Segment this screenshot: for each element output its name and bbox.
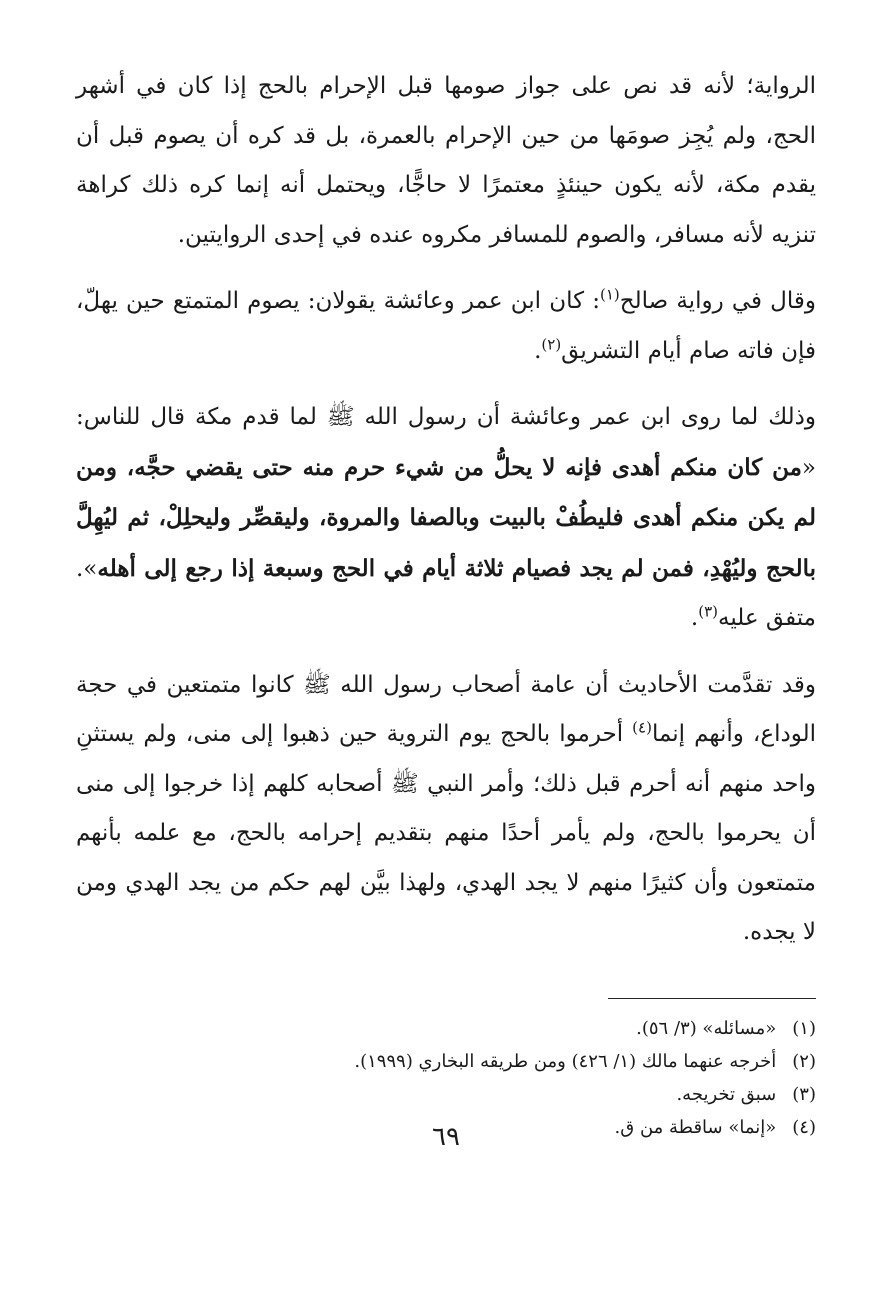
footnote-reference: (١) [600,285,620,304]
page-number: ٦٩ [432,1122,460,1152]
page-body [76,62,816,1262]
footnote-reference: (٢) [541,334,562,353]
paragraph [76,277,816,376]
footnote-1 [76,1012,816,1045]
text-run: الرواية؛ لأنه قد نص على جواز صومها قبل الإحرام بالحج إذا كان في أشهر الحج، ولم يُجِز صومَها من حين الإحرام بالعمرة، بل قد كره أن يصوم قبل أن يقدم مكة، لأنه يكون حينئذٍ معتمرًا لا حاجًّا، ويحتمل أنه إنما كره ذلك كراهة تنزيه لأنه مسافر، والصوم للمسافر مكروه عنده في إحدى الروايتين. [76,73,816,248]
footnote-number: (٢) [792,1051,816,1072]
text-run: وقد تقدَّمت الأحاديث أن عامة أصحاب رسول الله ﷺ كانوا متمتعين في حجة الوداع، وأنهم إنما [76,671,816,747]
text-run: وذلك لما روى ابن عمر وعائشة أن رسول الله ﷺ لما قدم مكة قال للناس: « [76,404,816,481]
footnote-separator [608,998,816,999]
footnote-reference: (٤) [632,718,652,737]
footnote-text: «إنما» ساقطة من ق. [614,1117,777,1138]
footnote-3 [76,1078,816,1111]
text-run: : كان ابن عمر وعائشة يقولان: يصوم المتمتع حين يهلّ، فإن فاته صام أيام التشريق [76,288,816,364]
footnote-number: (٤) [792,1117,816,1138]
footnote-number: (٣) [792,1084,816,1105]
footnote-text: سبق تخريجه. [676,1084,777,1105]
footnote-text: «مسائله» (٣/ ٥٦). [636,1018,777,1039]
paragraph [76,661,816,958]
footnote-2 [76,1045,816,1078]
main-text [76,62,816,958]
footnote-text: أخرجه عنهما مالك (١/ ٤٢٦) ومن طريقه البخاري (١٩٩٩). [354,1051,777,1072]
text-run: . [690,605,699,631]
text-run: أحرموا بالحج يوم التروية حين ذهبوا إلى منى، ولم يستثنِ واحد منهم أنه أحرم قبل ذلك؛ وأمر النبي ﷺ أصحابه كلهم إذا خرجوا إلى منى أن يحرموا بالحج، ولم يأمر أحدًا منهم بتقديم إحرامه بالحج، مع علمه بأنهم متمتعون وأن كثيرًا منهم لا يجد الهدي، ولهذا بيَّن لهم حكم من يجد الهدي ومن لا يجده. [76,721,816,945]
footnote-number: (١) [792,1018,816,1039]
text-run: وقال في رواية صالح [619,288,817,314]
hadith-quote: من كان منكم أهدى فإنه لا يحلُّ من شيء حرم منه حتى يقضي حجَّه، ومن لم يكن منكم أهدى فليطُفْ بالبيت وبالصفا والمروة، وليقصِّر وليحلِلْ، ثم ليُهِلَّ بالحج وليُهْدِ، فمن لم يجد فصيام ثلاثة أيام في الحج وسبعة إذا رجع إلى أهله [76,453,816,582]
paragraph [76,393,816,644]
paragraph [76,62,816,260]
footnote-reference: (٣) [698,602,718,621]
text-run: . [534,337,542,364]
text-run: ». متفق عليه [76,555,816,631]
